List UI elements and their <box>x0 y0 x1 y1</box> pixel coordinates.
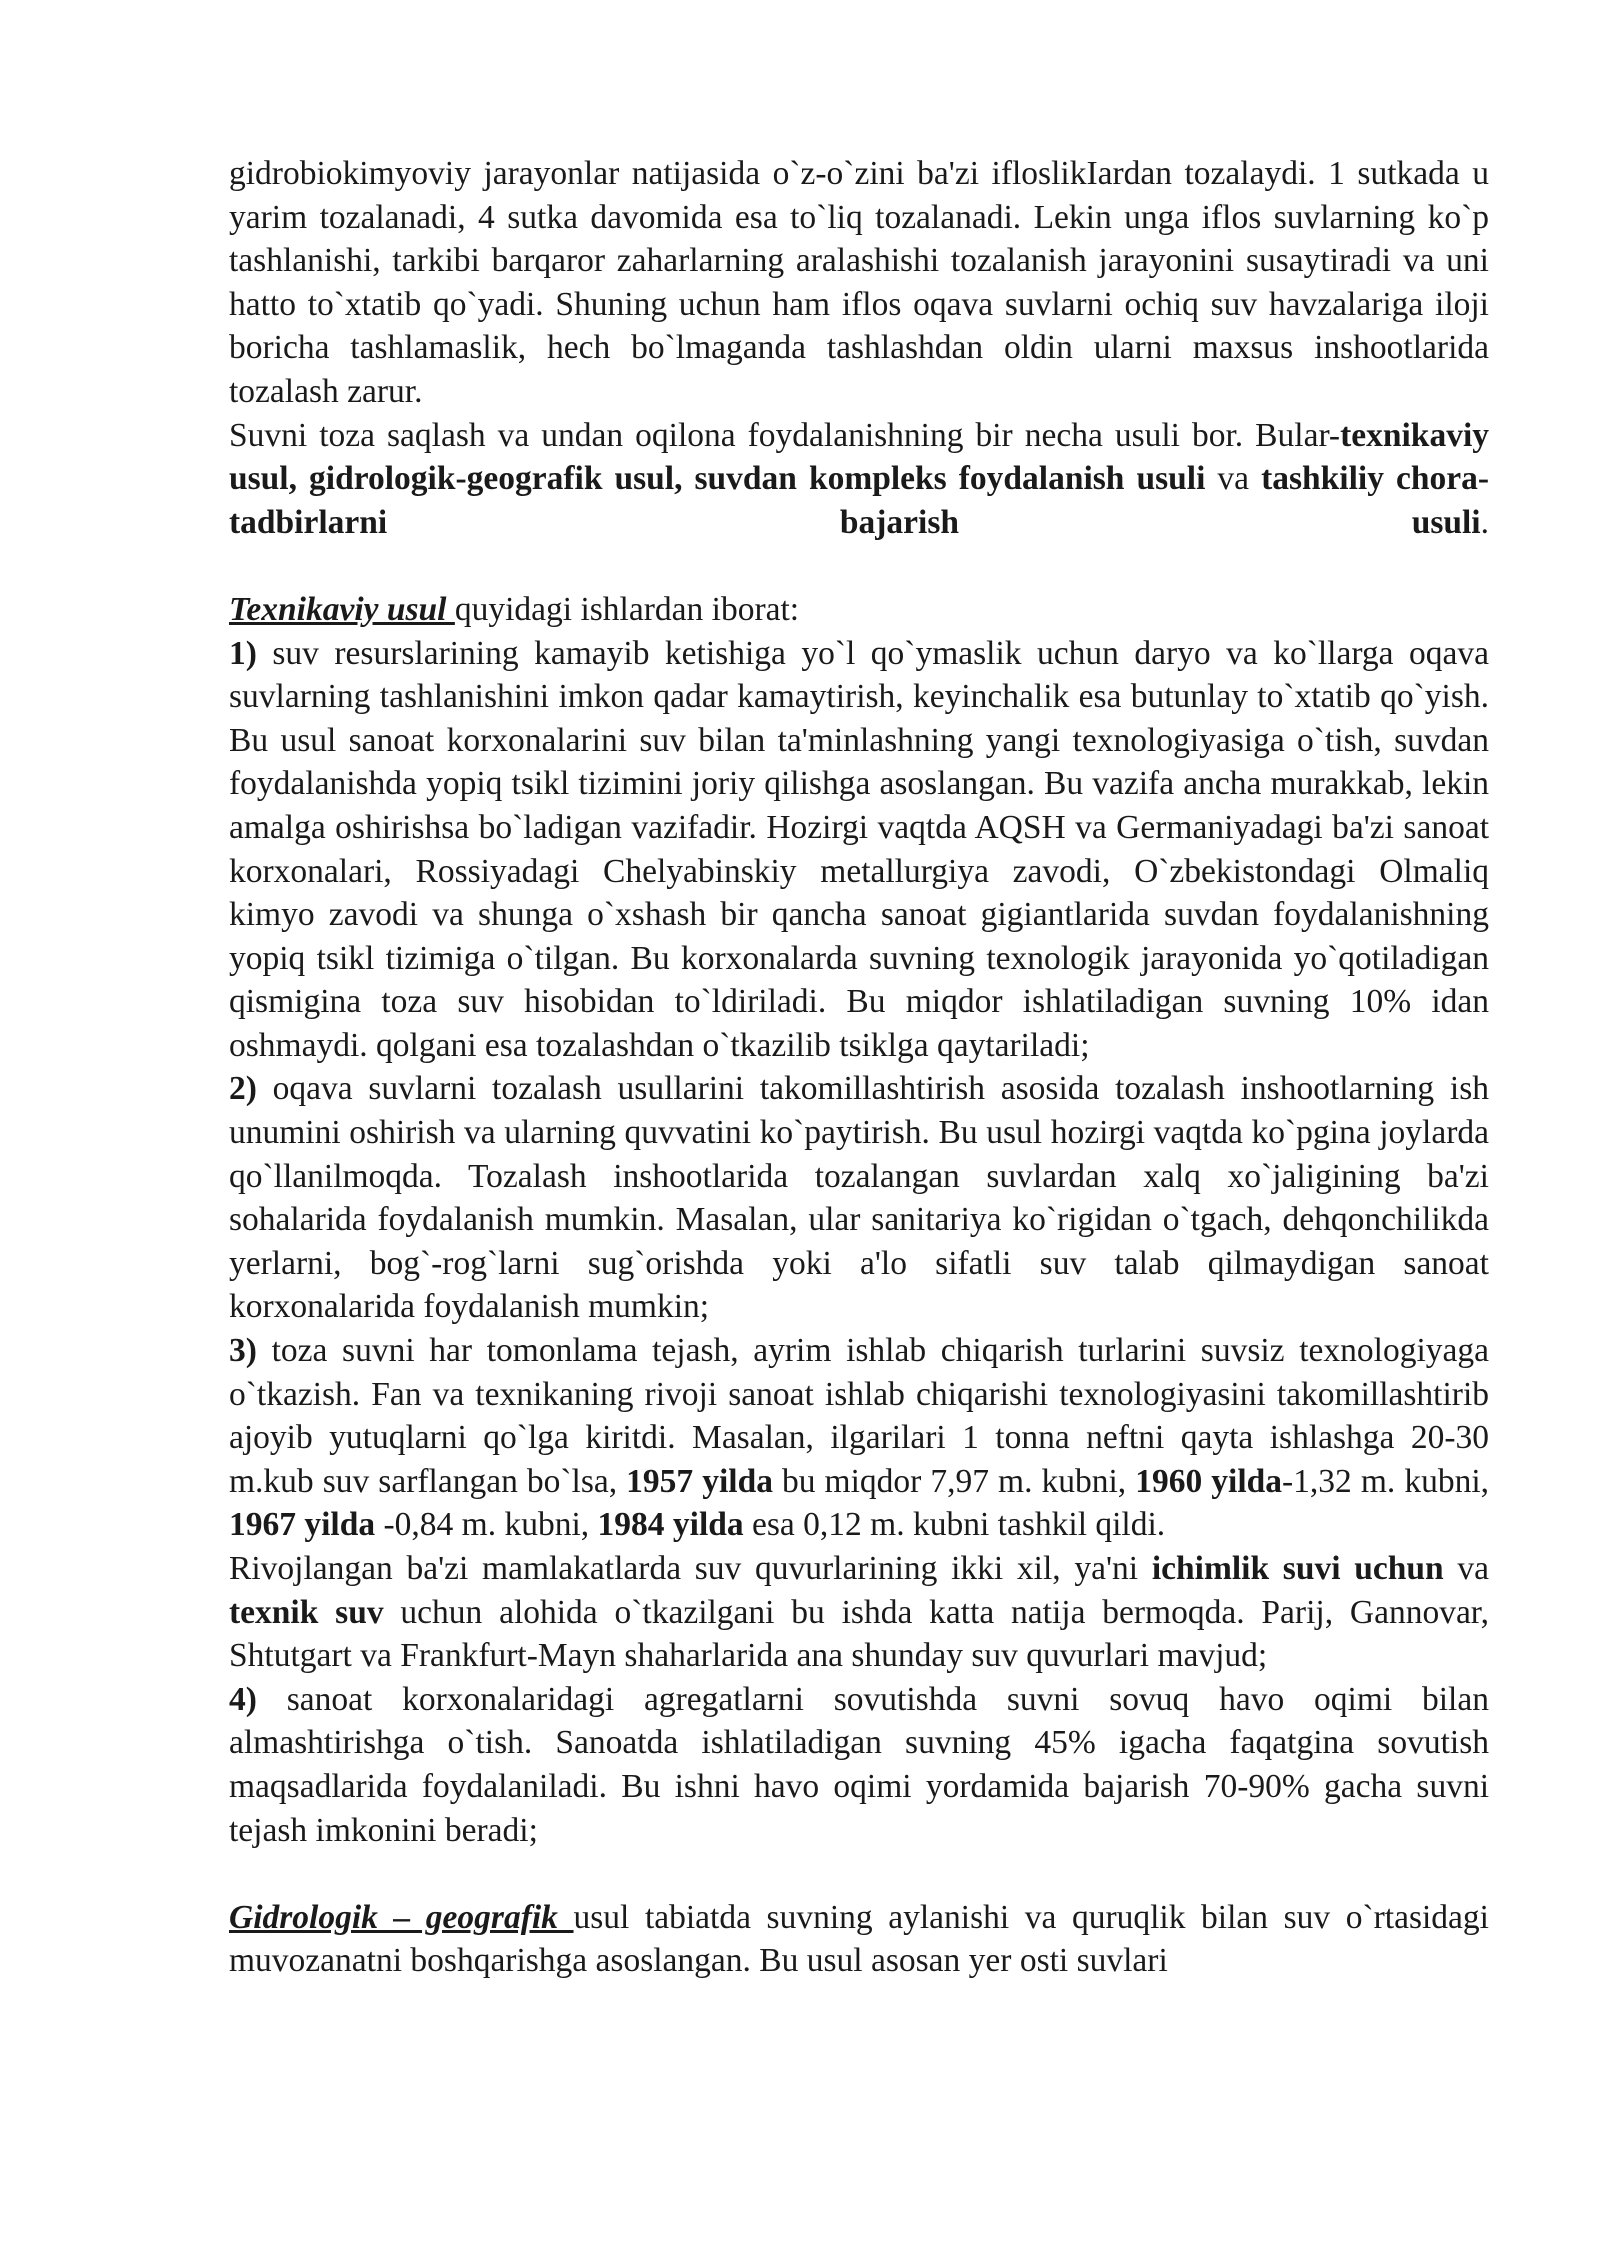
paragraph-text: gidrobiokimyoviy jarayonlar natijasida o`z-o`zini ba'zi ifloslikIardan tozalaydi. 1 sutkada u yarim tozalanadi, 4 sutka davomida esa to`liq tozalanadi. Lekin unga iflos suvlarning ko`p tashlanishi, tarkibi barqaror zaharlarning aralashishi tozalanish jarayonini susaytiradi va uni hatto to`xtatib qo`yadi. Shuning uchun ham iflos oqava suvlarni ochiq suv havzalariga iloji boricha tashlamaslik, hech bo`lmaganda tashlashdan oldin ularni maxsus inshootlarida tozalash zarur. <box>229 155 1489 410</box>
list-item-3-text: -1,32 m. kubni, <box>1282 1462 1489 1500</box>
list-item-3 <box>229 1329 1489 1547</box>
methods-last-bold: tashkiliy chora-tadbirlarni bajarish usuli <box>229 460 1489 541</box>
water-pipes-text: uchun alohida o`tkazilgani bu ishda katta natija bermoqda. Parij, Gannovar, Shtutgart va Frankfurt-Mayn shaharlarida ana shunday suv quvurlari mavjud; <box>229 1593 1489 1675</box>
methods-list-bold: texnikaviy usul, gidrologik-geografik usul, suvdan kompleks foydalanish usuli <box>229 416 1489 498</box>
list-item-2 <box>229 1067 1489 1329</box>
list-item-2-text: oqava suvlarni tozalash usullarini takomillashtirish asosida tozalash inshootlarning ish unumini oshirish va ularning quvvatini ko`paytirish. Bu usul hozirgi vaqtda ko`pgina joylarda qo`llanilmoqda. Tozalash inshootlarida tozalangan suvlardan xalq xo`jaligining ba'zi sohalarida foydalanish mumkin. Masalan, ular sanitariya ko`rigidan o`tgach, dehqonchilikda yerlarni, bog`-rog`larni sug`orishda yoki a'lo sifatli suv talab qilmaydigan sanoat korxonalarida foydalanish mumkin; <box>229 1070 1489 1326</box>
methods-intro-text: Suvni toza saqlash va undan oqilona foydalanishning bir necha usuli bor. Bular- <box>229 416 1341 454</box>
list-item-1-text: suv resurslarining kamayib ketishiga yo`l qo`ymaslik uchun daryo va ko`llarga oqava suvlarning tashlanishini imkon qadar kamaytirish, keyinchalik esa butunlay to`xtatib qo`yish. Bu usul sanoat korxonalarini suv bilan ta'minlashning yangi texnologiyasiga o`tish, suvdan foydalanishda yopiq tsikl tizimini joriy qilishga asoslangan. Bu vazifa ancha murakkab, lekin amalga oshirishsa bo`ladigan vazifadir. Hozirgi vaqtda AQSH va Germaniyadagi ba'zi sanoat korxonalari, Rossiyadagi Chelyabinskiy metallurgiya zavodi, O`zbekistondagi Olmaliq kimyo zavodi va shunga o`xshash bir qancha sanoat gigiantlarida suvdan foydalanishning yopiq tsikl tizimiga o`tilgan. Bu korxonalarda suvning texnologik jarayonida yo`qotiladigan qismigina toza suv hisobidan to`ldiriladi. Bu miqdor ishlatiladigan suvning 10% idan oshmaydi. qolgani esa tozalashdan o`tkazilib tsiklga qaytariladi; <box>229 634 1489 1064</box>
section-heading-technical <box>229 588 1489 632</box>
paragraph-self-cleaning <box>229 152 1489 414</box>
year-1960: 1960 yilda <box>1135 1462 1283 1500</box>
list-item-1 <box>229 632 1489 1068</box>
year-1967: 1967 yilda <box>229 1506 376 1544</box>
list-item-3-text: toza suvni har tomonlama tejash, ayrim ishlab chiqarish turlarini suvsiz texnologiyaga o`tkazish. Fan va texnikaning rivoji sanoat ishlab chiqarishi texnologiyasini takomillashtirib ajoyib yutuqlarni qo`lga kiritdi. Masalan, ilgarilari 1 tonna neftni qayta ishlashga 20-30 m.kub suv sarflangan bo`lsa, <box>229 1332 1489 1500</box>
paragraph-water-pipes <box>229 1547 1489 1678</box>
list-item-3-text: esa 0,12 m. kubni tashkil qildi. <box>743 1506 1166 1544</box>
list-number-4: 4) <box>229 1680 257 1718</box>
list-item-3-text: bu miqdor 7,97 m. kubni, <box>772 1462 1136 1500</box>
document-page <box>229 152 1489 1983</box>
blank-line <box>229 1852 1489 1896</box>
blank-line <box>229 544 1489 588</box>
list-item-3-text: -0,84 m. kubni, <box>375 1506 598 1544</box>
section-heading-hydrological <box>229 1896 1489 1983</box>
heading-hydrological-method: Gidrologik – geografik <box>229 1898 574 1936</box>
paragraph-methods-intro <box>229 414 1489 545</box>
heading-technical-rest: quyidagi ishlardan iborat: <box>454 590 800 628</box>
list-item-4-text: sanoat korxonalaridagi agregatlarni sovutishda suvni sovuq havo oqimi bilan almashtirishga o`tish. Sanoatda ishlatiladigan suvning 45% igacha faqatgina sovutish maqsadlarida foydalaniladi. Bu ishni havo oqimi yordamida bajarish 70-90% gacha suvni tejash imkonini beradi; <box>229 1680 1489 1849</box>
heading-hydrological-rest: usul tabiatda suvning aylanishi va quruqlik bilan suv o`rtasidagi muvozanatni boshqarishga asoslangan. Bu usul asosan yer osti suvlari <box>229 1898 1489 1980</box>
list-number-2: 2) <box>229 1070 257 1108</box>
list-number-1: 1) <box>229 634 257 672</box>
list-number-3: 3) <box>229 1332 257 1370</box>
water-pipes-text: Rivojlangan ba'zi mamlakatlarda suv quvurlarining ikki xil, ya'ni <box>229 1550 1152 1587</box>
methods-and-text: va <box>1205 460 1262 498</box>
methods-period: . <box>1480 503 1489 541</box>
list-item-4 <box>229 1678 1489 1852</box>
technical-water-bold: texnik suv <box>229 1593 384 1631</box>
drinking-water-bold: ichimlik suvi uchun <box>1151 1550 1444 1587</box>
year-1984: 1984 yilda <box>597 1506 744 1544</box>
year-1957: 1957 yilda <box>626 1462 773 1500</box>
water-pipes-text: va <box>1443 1550 1489 1587</box>
heading-technical-method: Texnikaviy usul <box>229 590 455 628</box>
